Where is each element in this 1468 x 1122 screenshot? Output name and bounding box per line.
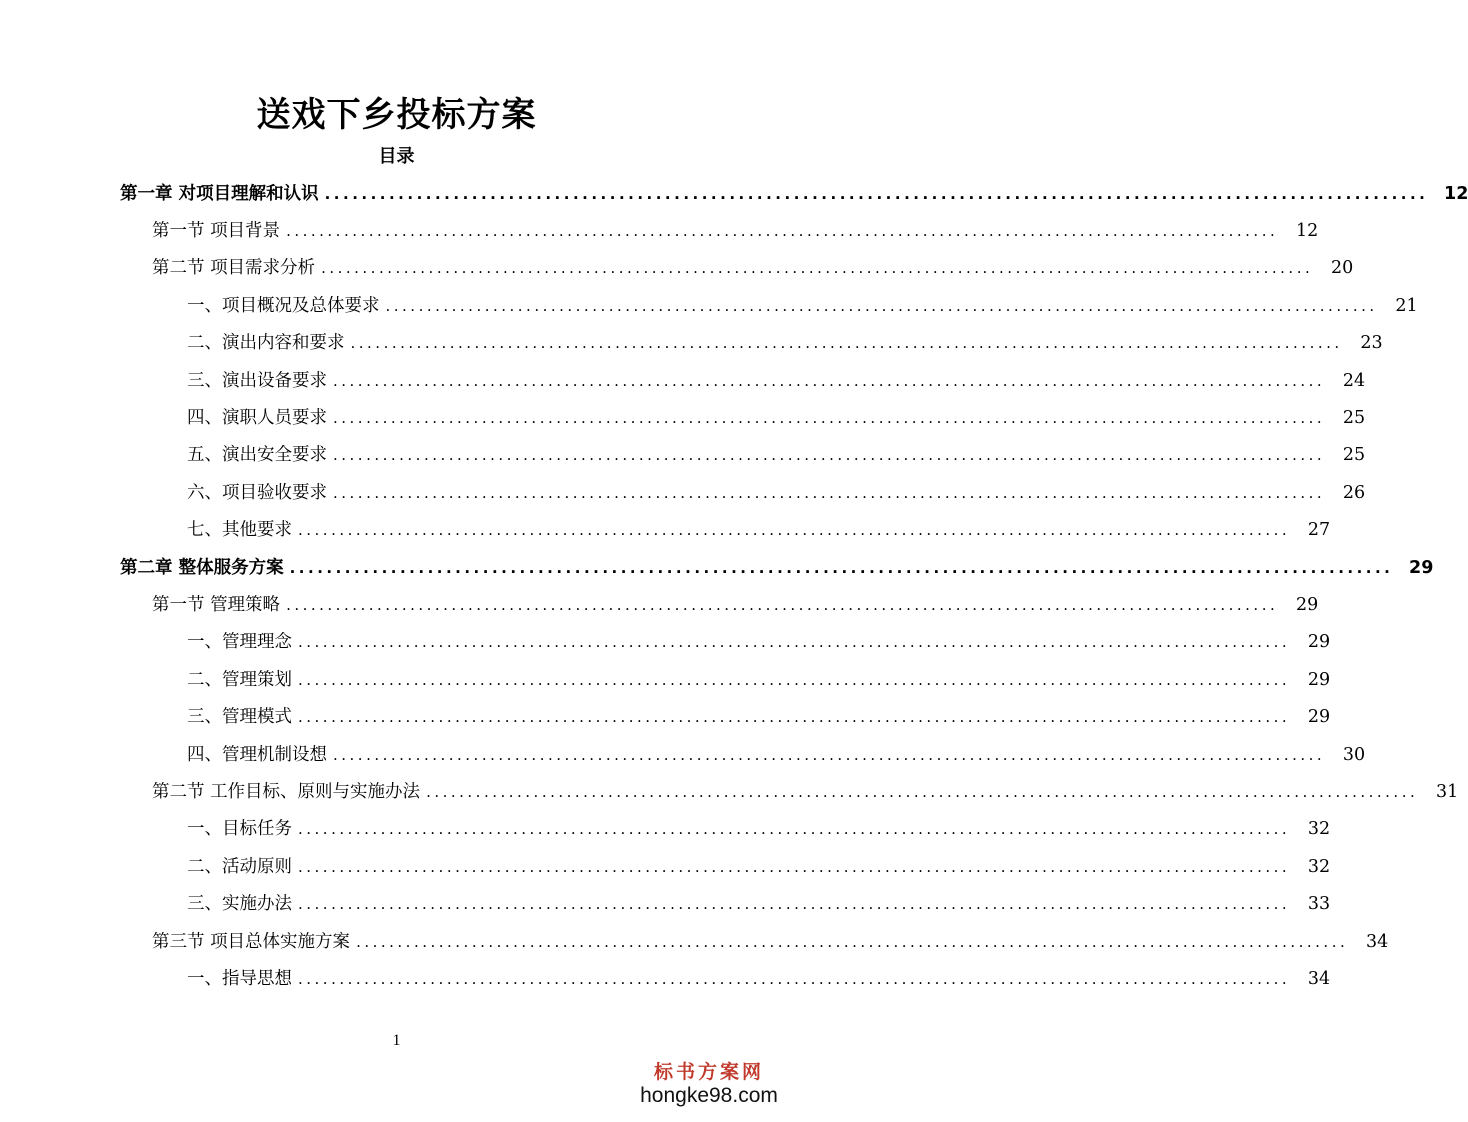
toc-entry-label: 四、管理机制设想 (187, 744, 327, 765)
toc-entry-page: 29 (1295, 594, 1319, 615)
toc-entry-page: 29 (1409, 557, 1434, 578)
toc-entry[interactable] (152, 250, 1354, 287)
toc-entry-label: 三、管理模式 (187, 707, 292, 728)
toc-leader-dots: ........................................................................................................................ (333, 483, 1326, 502)
toc-entry-page: 25 (1342, 445, 1366, 466)
toc-entry[interactable] (152, 773, 1459, 810)
toc-entry[interactable] (152, 212, 1319, 249)
toc-leader-dots: ........................................................................................................................ (356, 932, 1349, 951)
toc-entry-page: 32 (1307, 856, 1331, 877)
toc-entry-label: 第二章 整体服务方案 (120, 557, 284, 578)
toc-entry-page: 32 (1307, 819, 1331, 840)
toc-entry[interactable] (187, 399, 1366, 436)
toc-entry-label: 二、活动原则 (187, 856, 292, 877)
toc-entry-label: 三、演出设备要求 (187, 370, 327, 391)
toc-entry[interactable] (187, 624, 1331, 661)
toc-entry-label: 一、目标任务 (187, 819, 292, 840)
toc-entry[interactable] (152, 586, 1319, 623)
toc-leader-dots: ........................................................................................................................ (286, 222, 1279, 241)
toc-entry-page: 29 (1307, 632, 1331, 653)
toc-entry-label: 第一章 对项目理解和认识 (120, 183, 319, 204)
table-of-contents (0, 175, 1468, 998)
toc-entry-label: 一、指导思想 (187, 968, 292, 989)
page-number: 1 (392, 1032, 401, 1049)
toc-entry[interactable] (187, 848, 1331, 885)
toc-entry-label: 一、项目概况及总体要求 (187, 295, 380, 316)
toc-entry-page: 27 (1307, 520, 1331, 541)
toc-leader-dots: ........................................................................................................................ (298, 670, 1291, 689)
toc-entry[interactable] (187, 885, 1331, 922)
toc-leader-dots: ........................................................................................................................ (321, 259, 1314, 278)
toc-entry-page: 26 (1342, 482, 1366, 503)
toc-entry[interactable] (187, 362, 1366, 399)
toc-entry[interactable] (120, 175, 1468, 212)
toc-entry[interactable] (187, 736, 1366, 773)
document-title: 送戏下乡投标方案 (256, 95, 537, 135)
toc-entry-page: 21 (1395, 295, 1418, 316)
toc-leader-dots: ........................................................................................................................ (298, 633, 1291, 652)
toc-entry[interactable] (187, 960, 1331, 997)
toc-leader-dots: ........................................................................................................................ (333, 745, 1326, 764)
toc-entry-page: 29 (1307, 669, 1331, 690)
toc-leader-dots: ........................................................................................................................ (426, 782, 1419, 801)
toc-entry-label: 五、演出安全要求 (187, 445, 327, 466)
toc-entry[interactable] (187, 661, 1331, 698)
toc-entry-page: 30 (1342, 744, 1366, 765)
toc-leader-dots: ........................................................................................................................ (298, 708, 1291, 727)
toc-entry-label: 一、管理理念 (187, 632, 292, 653)
watermark-url: hongke98.com (640, 1084, 778, 1107)
toc-entry-label: 三、实施办法 (187, 894, 292, 915)
toc-entry-page: 25 (1342, 408, 1366, 429)
toc-leader-dots: ........................................................................................................................ (298, 820, 1291, 839)
toc-leader-dots: ........................................................................................................................ (350, 334, 1343, 353)
toc-entry-page: 34 (1365, 931, 1389, 952)
toc-entry[interactable] (152, 923, 1389, 960)
toc-leader-dots: ........................................................................................................................ (298, 857, 1291, 876)
toc-entry-label: 第二节 工作目标、原则与实施办法 (152, 781, 421, 802)
toc-entry-label: 二、演出内容和要求 (187, 333, 345, 354)
toc-entry-label: 第一节 项目背景 (152, 221, 281, 242)
toc-entry[interactable] (187, 811, 1331, 848)
toc-entry-page: 31 (1435, 781, 1459, 802)
toc-leader-dots: ........................................................................................................................ (324, 184, 1429, 203)
toc-leader-dots: ........................................................................................................................ (298, 521, 1291, 540)
toc-entry-label: 第一节 管理策略 (152, 594, 281, 615)
toc-entry-page: 12 (1444, 183, 1468, 204)
toc-entry[interactable] (187, 698, 1331, 735)
toc-entry-label: 第三节 项目总体实施方案 (152, 931, 351, 952)
toc-leader-dots: ........................................................................................................................ (333, 409, 1326, 428)
toc-leader-dots: ........................................................................................................................ (333, 371, 1326, 390)
toc-leader-dots: ........................................................................................................................ (333, 446, 1326, 465)
toc-entry-page: 12 (1295, 221, 1319, 242)
toc-entry-label: 六、项目验收要求 (187, 482, 327, 503)
toc-entry-page: 34 (1307, 968, 1331, 989)
toc-entry[interactable] (187, 437, 1366, 474)
toc-heading: 目录 (378, 146, 415, 167)
toc-entry-label: 四、演职人员要求 (187, 408, 327, 429)
toc-entry-label: 第二节 项目需求分析 (152, 258, 316, 279)
toc-entry-label: 七、其他要求 (187, 520, 292, 541)
toc-leader-dots: ........................................................................................................................ (298, 895, 1291, 914)
toc-entry[interactable] (187, 287, 1418, 324)
toc-entry-page: 24 (1342, 370, 1366, 391)
toc-leader-dots: ........................................................................................................................ (385, 296, 1378, 315)
toc-entry-label: 二、管理策划 (187, 669, 292, 690)
toc-leader-dots: ........................................................................................................................ (286, 595, 1279, 614)
watermark-logo (639, 1060, 779, 1108)
watermark-site-name: 标书方案网 (653, 1061, 764, 1083)
toc-leader-dots: ........................................................................................................................ (298, 969, 1291, 988)
toc-entry[interactable] (120, 549, 1434, 586)
toc-entry-page: 29 (1307, 707, 1331, 728)
toc-leader-dots: ........................................................................................................................ (289, 558, 1394, 577)
toc-entry-page: 33 (1307, 894, 1331, 915)
toc-entry-page: 23 (1360, 333, 1383, 354)
toc-entry[interactable] (187, 474, 1366, 511)
toc-entry[interactable] (187, 325, 1383, 362)
toc-entry[interactable] (187, 512, 1331, 549)
toc-entry-page: 20 (1330, 258, 1354, 279)
